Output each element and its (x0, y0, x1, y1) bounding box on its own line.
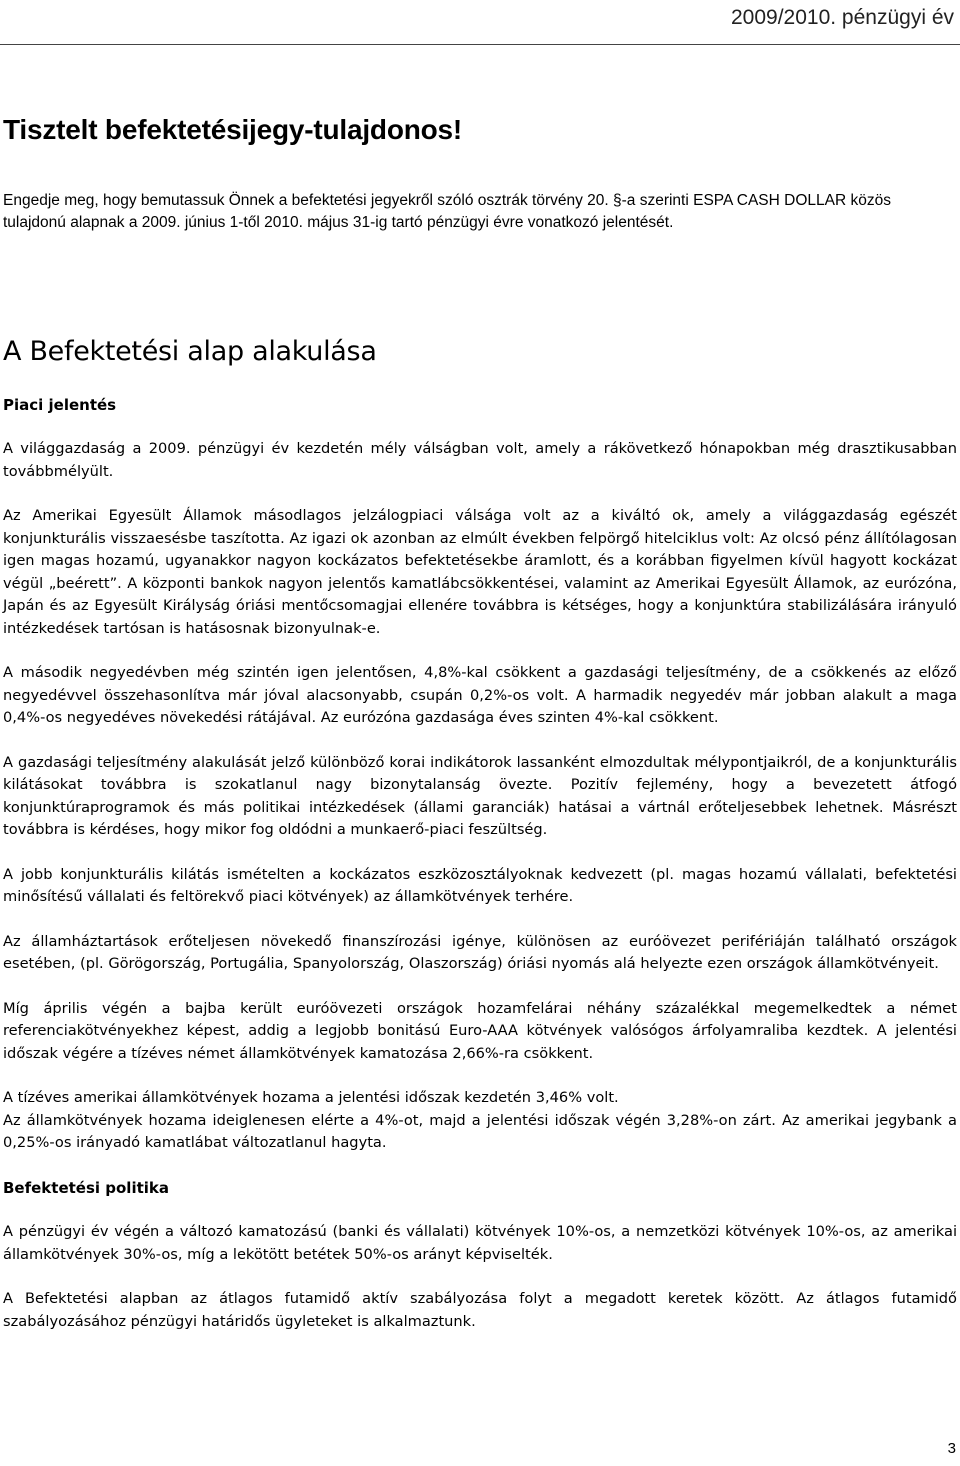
letter-salutation: Tisztelt befektetésijegy-tulajdonos! (3, 114, 463, 145)
header-divider (0, 44, 960, 45)
market-report-heading: Piaci jelentés (3, 396, 117, 414)
body-paragraph: A jobb konjunkturális kilátás ismételten a kockázatos eszközosztályoknak kedvezett (pl. magas hozamú vállalati, befektetési minősítésű vállalati és feltörekvő piaci kötvények) az államkötvények terhére. (3, 865, 957, 905)
section-heading: A Befektetési alap alakulása (3, 336, 377, 367)
investment-policy-heading: Befektetési politika (3, 1178, 169, 1197)
body-paragraph: Az Amerikai Egyesült Államok másodlagos jelzálogpiaci válsága volt az a kiváltó ok, amely a világgazdaság egészét konjunkturális visszaesésbe taszította. Az igazi ok azonban az elmúlt években felpörgő hitelciklus volt: Az olcsó pénz állítólagosan igen magas hozamú, ugyanakkor nagyon kockázatos befektetésekbe áramlott, és a korábban figyelmen kívül hagyott kockázat végül „beérett”. A központi bankok nagyon jelentős kamatlábcsökkentései, valamint az Amerikai Egyesült Államok, az eurózóna, Japán és az Egyesült Királyság óriási mentőcsomagjai ellenére továbbra is kétséges, hogy a konjunktúra stabilizálására irányuló intézkedések tartósan is hatásosnak bizonyulnak-e. (3, 507, 957, 637)
page-number: 3 (947, 1440, 956, 1457)
policy-paragraph: A Befektetési alapban az átlagos futamidő aktív szabályozása folyt a megadott keretek között. Az átlagos futamidő szabályozásához pénzügyi határidős ügyleteket is alkalmaztunk. (3, 1290, 957, 1330)
body-paragraph: Az államkötvények hozama ideiglenesen elérte a 4%-ot, majd a jelentési időszak végén 3,28%-on zárt. Az amerikai jegybank a 0,25%-os irányadó kamatlábat változatlanul hagyta. (3, 1111, 957, 1151)
body-paragraph: Az államháztartások erőteljesen növekedő finanszírozási igénye, különösen az euróövezet perifériáján található országok esetében, (pl. Görögország, Portugália, Spanyolország, Olaszország) óriási nyomás alá helyezte ezen országok államkötvényeit. (3, 932, 957, 972)
running-header: 2009/2010. pénzügyi év (730, 6, 954, 29)
body-paragraph: A világgazdaság a 2009. pénzügyi év kezdetén mély válságban volt, amely a rákövetkező hónapokban még drasztikusabban továbbmélyült. (3, 440, 957, 480)
body-paragraph: A gazdasági teljesítmény alakulását jelző különböző korai indikátorok lassanként elmozdultak mélypontjaikról, de a konjunkturális kilátásokat továbbra is szokatlanul nagy bizonytalanság övezte. Pozitív fejlemény, hogy a bevezetett átfogó konjunktúraprogramok és más politikai intézkedések (állami garanciák) hatásai a vártnál erőteljesebbek lehetnek. Másrészt továbbra is kérdéses, hogy mikor fog oldódni a munkaerő-piaci feszültség. (3, 753, 957, 838)
report-body (3, 438, 957, 1355)
policy-paragraph: A pénzügyi év végén a változó kamatozású (banki és vállalati) kötvények 10%-os, a nemzetközi kötvények 10%-os, az amerikai államkötvények 30%-os, míg a lekötött betétek 50%-os arányt képviselték. (3, 1223, 957, 1263)
body-paragraph: A tízéves amerikai államkötvények hozama a jelentési időszak kezdetén 3,46% volt. (3, 1089, 619, 1106)
intro-paragraph: Engedje meg, hogy bemutassuk Önnek a befektetési jegyekről szóló osztrák törvény 20. §-a szerinti ESPA CASH DOLLAR közös tulajdonú alapnak a 2009. június 1-től 2010. május 31-ig tartó pénzügyi évre vonatkozó jelentését. (3, 192, 891, 231)
body-paragraph: A második negyedévben még szintén igen jelentősen, 4,8%-kal csökkent a gazdasági teljesítmény, de a csökkenés az előző negyedévvel összehasonlítva már jóval alacsonyabb, csupán 0,2%-os volt. A harmadik negyedév már jobban alakult a maga 0,4%-os negyedéves növekedési rátájával. Az eurózóna gazdasága éves szinten 4%-kal csökkent. (3, 664, 957, 726)
body-paragraph: Míg április végén a bajba került euróövezeti országok hozamfelárai néhány százalékkal megemelkedtek a német referenciakötvényekhez képest, addig a legjobb bonitású Euro-AAA kötvények valósógos árfolyamraliba kezdtek. A jelentési időszak végére a tízéves német államkötvények kamatozása 2,66%-ra csökkent. (3, 999, 957, 1062)
